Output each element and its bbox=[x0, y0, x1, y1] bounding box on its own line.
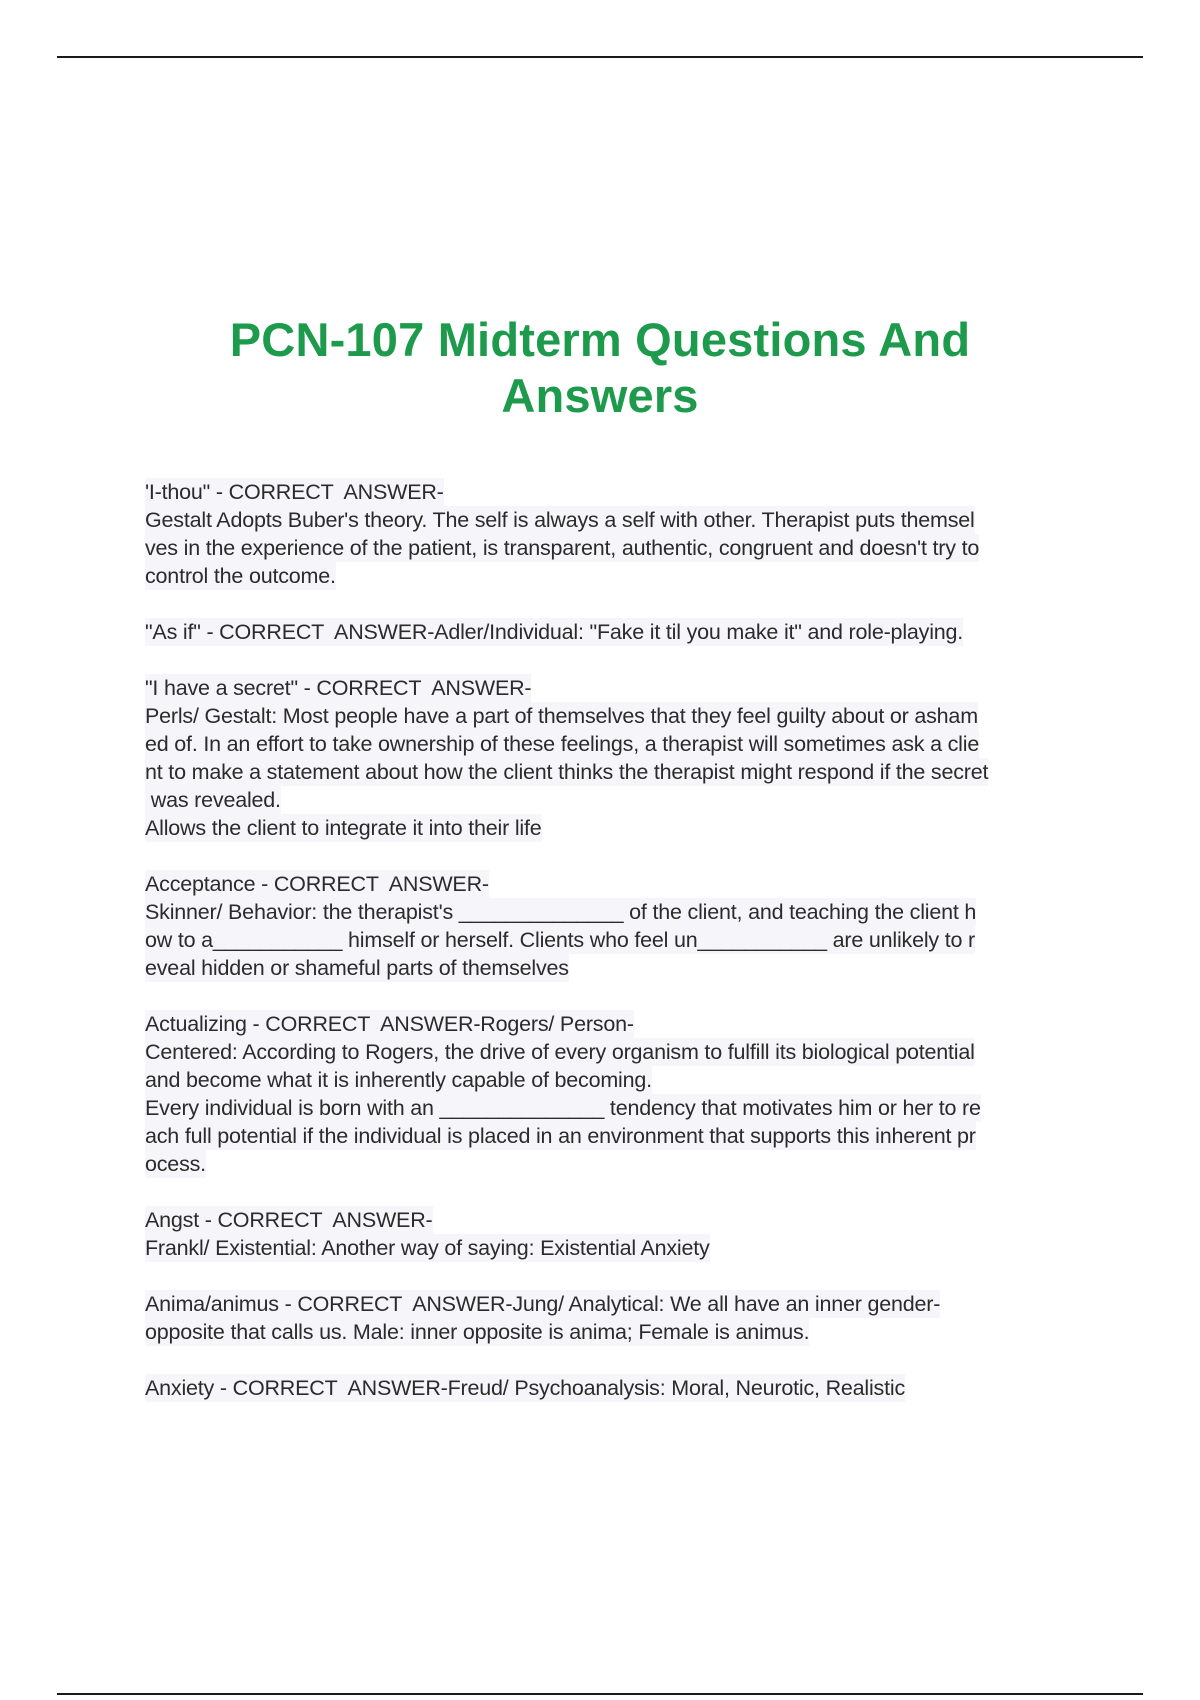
qa-entry-line: nt to make a statement about how the client thinks the therapist might respond if the secret bbox=[145, 760, 989, 784]
qa-entry-line: ocess. bbox=[145, 1152, 206, 1176]
header-rule bbox=[57, 56, 1143, 58]
qa-entry-line: Centered: According to Rogers, the drive of every organism to fulfill its biological potential bbox=[145, 1040, 975, 1064]
qa-entry-line: ves in the experience of the patient, is transparent, authentic, congruent and doesn't try to bbox=[145, 536, 980, 560]
title-line-2: Answers bbox=[501, 369, 699, 422]
qa-entry-line: Skinner/ Behavior: the therapist's ______________ of the client, and teaching the client h bbox=[145, 900, 977, 924]
qa-entry bbox=[145, 1290, 1095, 1346]
qa-entry-line: Gestalt Adopts Buber's theory. The self is always a self with other. Therapist puts themsel bbox=[145, 508, 975, 532]
qa-entry-line: was revealed. bbox=[145, 788, 281, 812]
qa-entry-line: Anima/animus - CORRECT ANSWER-Jung/ Analytical: We all have an inner gender- bbox=[145, 1292, 941, 1316]
footer-rule bbox=[57, 1693, 1143, 1695]
title-line-1: PCN-107 Midterm Questions And bbox=[229, 313, 971, 366]
qa-entry-line: Frankl/ Existential: Another way of saying: Existential Anxiety bbox=[145, 1236, 710, 1260]
qa-entry-line: Actualizing - CORRECT ANSWER-Rogers/ Person- bbox=[145, 1012, 634, 1036]
qa-entry bbox=[145, 618, 1095, 646]
qa-entry bbox=[145, 1206, 1095, 1262]
qa-entry-line: Anxiety - CORRECT ANSWER-Freud/ Psychoanalysis: Moral, Neurotic, Realistic bbox=[145, 1376, 906, 1400]
document-title bbox=[100, 312, 1100, 424]
qa-entry-line: opposite that calls us. Male: inner opposite is anima; Female is animus. bbox=[145, 1320, 810, 1344]
qa-entry-line: Perls/ Gestalt: Most people have a part of themselves that they feel guilty about or asham bbox=[145, 704, 978, 728]
qa-entry-line: Every individual is born with an ______________ tendency that motivates him or her to re bbox=[145, 1096, 981, 1120]
qa-entry-line: eveal hidden or shameful parts of themselves bbox=[145, 956, 569, 980]
qa-entry-line: "As if" - CORRECT ANSWER-Adler/Individual: "Fake it til you make it" and role-playing. bbox=[145, 620, 964, 644]
qa-entry-line: ach full potential if the individual is placed in an environment that supports this inherent pr bbox=[145, 1124, 976, 1148]
qa-entry bbox=[145, 870, 1095, 982]
qa-entry-line: ow to a___________ himself or herself. Clients who feel un___________ are unlikely to r bbox=[145, 928, 976, 952]
qa-entries bbox=[145, 478, 1095, 1430]
qa-entry bbox=[145, 1374, 1095, 1402]
qa-entry-line: Angst - CORRECT ANSWER- bbox=[145, 1208, 433, 1232]
qa-entry-line: ed of. In an effort to take ownership of these feelings, a therapist will sometimes ask a clie bbox=[145, 732, 980, 756]
qa-entry bbox=[145, 1010, 1095, 1178]
qa-entry bbox=[145, 674, 1095, 842]
qa-entry-line: Acceptance - CORRECT ANSWER- bbox=[145, 872, 489, 896]
qa-entry-line: Allows the client to integrate it into their life bbox=[145, 816, 542, 840]
qa-entry-line: control the outcome. bbox=[145, 564, 336, 588]
qa-entry-line: and become what it is inherently capable of becoming. bbox=[145, 1068, 652, 1092]
qa-entry-line: "I have a secret" - CORRECT ANSWER- bbox=[145, 676, 532, 700]
qa-entry-line: 'I-thou" - CORRECT ANSWER- bbox=[145, 480, 444, 504]
qa-entry bbox=[145, 478, 1095, 590]
